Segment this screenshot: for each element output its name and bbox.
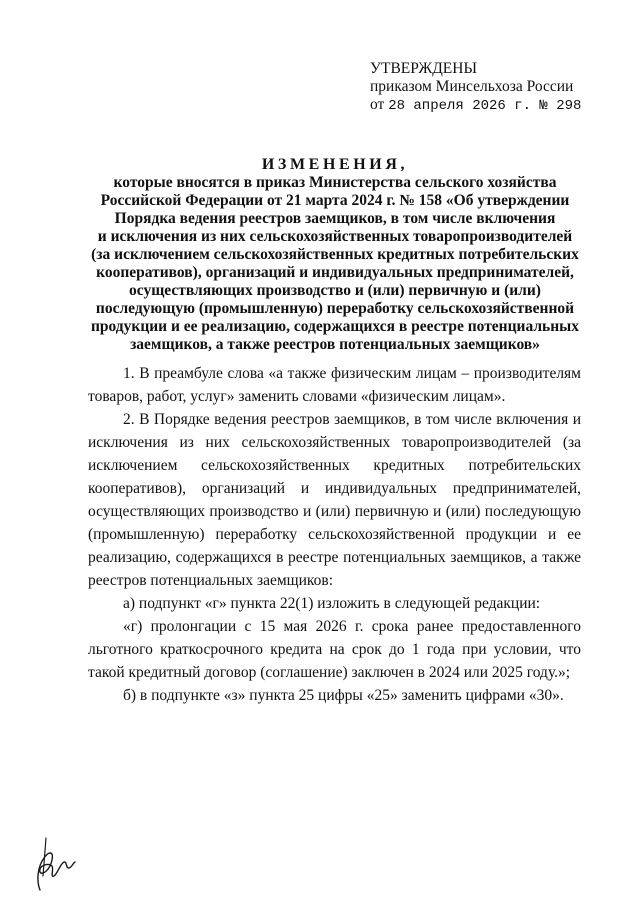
title-line: осуществляющих производство и (или) первичную и (или) [129, 282, 541, 299]
approval-date-number: 28 апреля 2026 г. № 298 [388, 98, 582, 114]
title-line: (за исключением сельскохозяйственных кредитных потребительских [91, 246, 579, 263]
title-line: и исключения из них сельскохозяйственных товаропроизводителей [97, 228, 573, 245]
paragraph-2b: б) в подпункте «з» пункта 25 цифры «25» заменить цифрами «30». [123, 687, 564, 704]
title-line: Порядка ведения реестров заемщиков, в том числе включения [114, 210, 556, 227]
approval-order-line: приказом Минсельхоза России [370, 78, 574, 95]
approval-block [370, 60, 581, 115]
approval-heading: УТВЕРЖДЕНЫ [370, 60, 477, 77]
document-title [80, 156, 590, 354]
title-line: Российской Федерации от 21 марта 2024 г. № 158 «Об утверждении [100, 192, 570, 209]
title-line: последующую (промышленную) переработку сельскохозяйственной [95, 300, 575, 317]
approval-date-line [370, 96, 581, 115]
paragraph-2a-text: «г) пролонгации с 15 мая 2026 г. срока ранее предоставленного льготного краткосрочного кредита на срок до 1 года при условии, что такой кредитный договор (соглашение) заключен в 2024 или 2025 году.»; [88, 618, 581, 681]
paragraph-2a: а) подпункт «г» пункта 22(1) изложить в следующей редакции: [123, 595, 541, 612]
paragraph-1: 1. В преамбуле слова «а также физическим лицам – производителям товаров, работ, услуг» заменить словами «физическим лицам». [88, 365, 581, 405]
title-line: которые вносятся в приказ Министерства сельского хозяйства [113, 174, 557, 191]
handwritten-signature [30, 836, 76, 892]
title-heading: ИЗМЕНЕНИЯ, [261, 156, 409, 173]
title-line: заемщиков, а также реестров потенциальных заемщиков» [130, 336, 540, 353]
approval-date-prefix: от [370, 96, 389, 113]
title-line: кооперативов), организаций и индивидуальных предпринимателей, [96, 264, 574, 281]
title-line: продукции и ее реализацию, содержащихся в реестре потенциальных [90, 318, 580, 335]
paragraph-2: 2. В Порядке ведения реестров заемщиков, в том числе включения и исключения из них сельскохозяйственных товаропроизводителей (за исключением сельскохозяйственных кредитных потребительских кооперативов), организаций и индивидуальных предпринимателей, осуществляющих производство и (или) первичную и (или) последующую (промышленную) переработку сельскохозяйственной продукции и ее реализацию, содержащихся в реестре потенциальных заемщиков, а также реестров потенциальных заемщиков: [88, 411, 581, 589]
document-body [88, 362, 581, 707]
